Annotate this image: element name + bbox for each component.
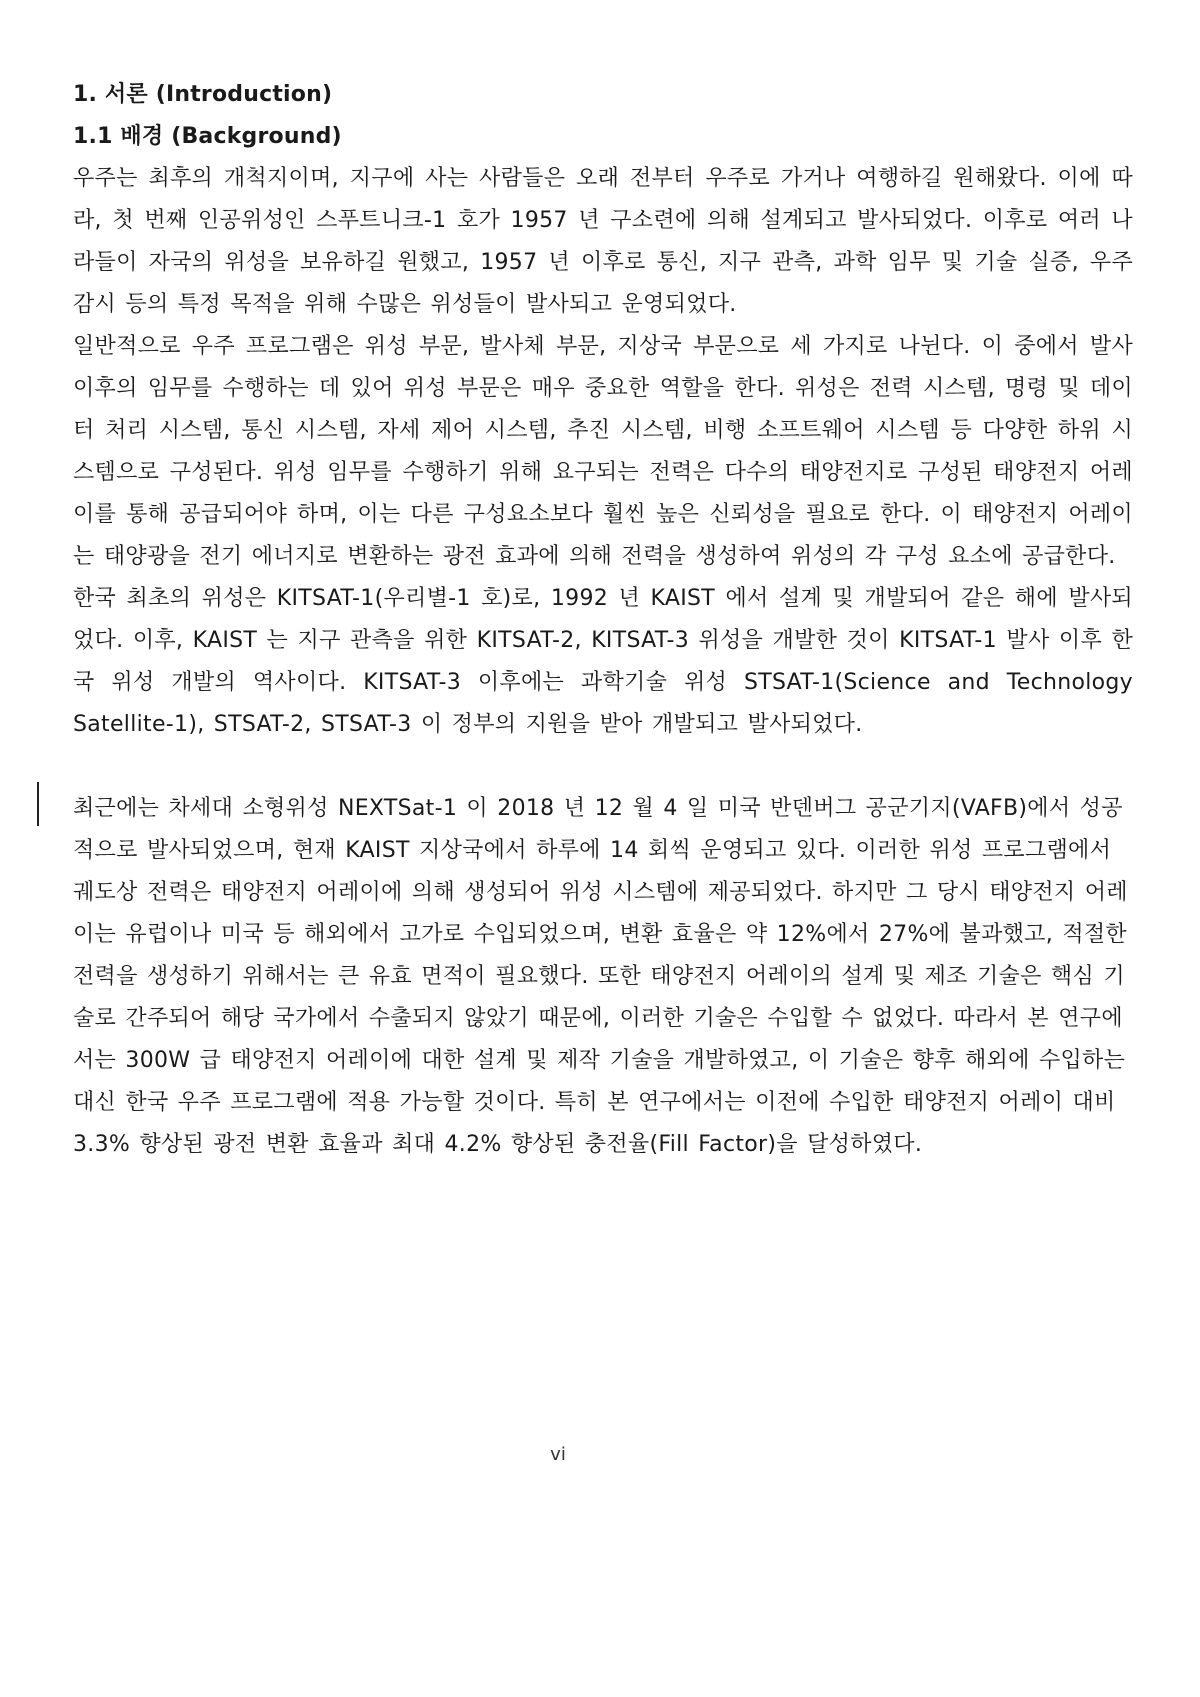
paragraph-space-program: 일반적으로 우주 프로그램은 위성 부문, 발사체 부문, 지상국 부문으로 세 가지로 나뉜다. 이 중에서 발사 이후의 임무를 수행하는 데 있어 위성 부문은 매우 중요한 역할을 한다. 위성은 전력 시스템, 명령 및 데이터 처리 시스템, 통신 시스템, 자세 제어 시스템, 추진 시스템, 비행 소프트웨어 시스템 등 다양한 하위 시스템으로 구성된다. 위성 임무를 수행하기 위해 요구되는 전력은 다수의 태양전지로 구성된 태양전지 어레이를 통해 공급되어야 하며, 이는 다른 구성요소보다 훨씬 높은 신뢰성을 필요로 한다. 이 태양전지 어레이는 태양광을 전기 에너지로 변환하는 광전 효과에 의해 전력을 생성하여 위성의 각 구성 요소에 공급한다. (73, 334, 1133, 569)
section-heading: 1. 서론 (Introduction) (73, 82, 333, 107)
paragraph-history: 우주는 최후의 개척지이며, 지구에 사는 사람들은 오래 전부터 우주로 가거나 여행하길 원해왔다. 이에 따라, 첫 번째 인공위성인 스푸트니크-1 호가 1957 년 구소련에 의해 설계되고 발사되었다. 이후로 여러 나라들이 자국의 위성을 보유하길 원했고, 1957 년 이후로 통신, 지구 관측, 과학 임무 및 기술 실증, 우주 감시 등의 특정 목적을 위해 수많은 위성들이 발사되고 운영되었다. (73, 166, 1133, 317)
paragraph-nextsat: 최근에는 차세대 소형위성 NEXTSat-1 이 2018 년 12 월 4 일 미국 반덴버그 공군기지(VAFB)에서 성공적으로 발사되었으며, 현재 KAIST 지상국에서 하루에 14 회씩 운영되고 있다. 이러한 위성 프로그램에서 궤도상 전력은 태양전지 어레이에 의해 생성되어 위성 시스템에 제공되었다. 하지만 그 당시 태양전지 어레이는 유럽이나 미국 등 해외에서 고가로 수입되었으며, 변환 효율은 약 12%에서 27%에 불과했고, 적절한 전력을 생성하기 위해서는 큰 유효 면적이 필요했다. 또한 태양전지 어레이의 설계 및 제조 기술은 핵심 기술로 간주되어 해당 국가에서 수출되지 않았기 때문에, 이러한 기술은 수입할 수 없었다. 따라서 본 연구에서는 300W 급 태양전지 어레이에 대한 설계 및 제작 기술을 개발하였고, 이 기술은 향후 해외에 수입하는 대신 한국 우주 프로그램에 적용 가능할 것이다. 특히 본 연구에서는 이전에 수입한 태양전지 어레이 대비 3.3% 향상된 광전 변환 효율과 최대 4.2% 향상된 충전율(Fill Factor)을 달성하였다. (73, 796, 1128, 1157)
paragraph-korean-satellites: 한국 최초의 위성은 KITSAT-1(우리별-1 호)로, 1992 년 KAIST 에서 설계 및 개발되어 같은 해에 발사되었다. 이후, KAIST 는 지구 관측을 위한 KITSAT-2, KITSAT-3 위성을 개발한 것이 KITSAT-1 발사 이후 한국 위성 개발의 역사이다. KITSAT-3 이후에는 과학기술 위성 STSAT-1(Science and Technology Satellite-1), STSAT-2, STSAT-3 이 정부의 지원을 받아 개발되고 발사되었다. (73, 586, 1133, 737)
page-number: vi (550, 1444, 566, 1465)
document-page (73, 74, 1133, 1465)
subsection-heading: 1.1 배경 (Background) (73, 124, 342, 149)
revision-change-bar (37, 782, 39, 826)
paragraph-gap (73, 746, 1133, 788)
